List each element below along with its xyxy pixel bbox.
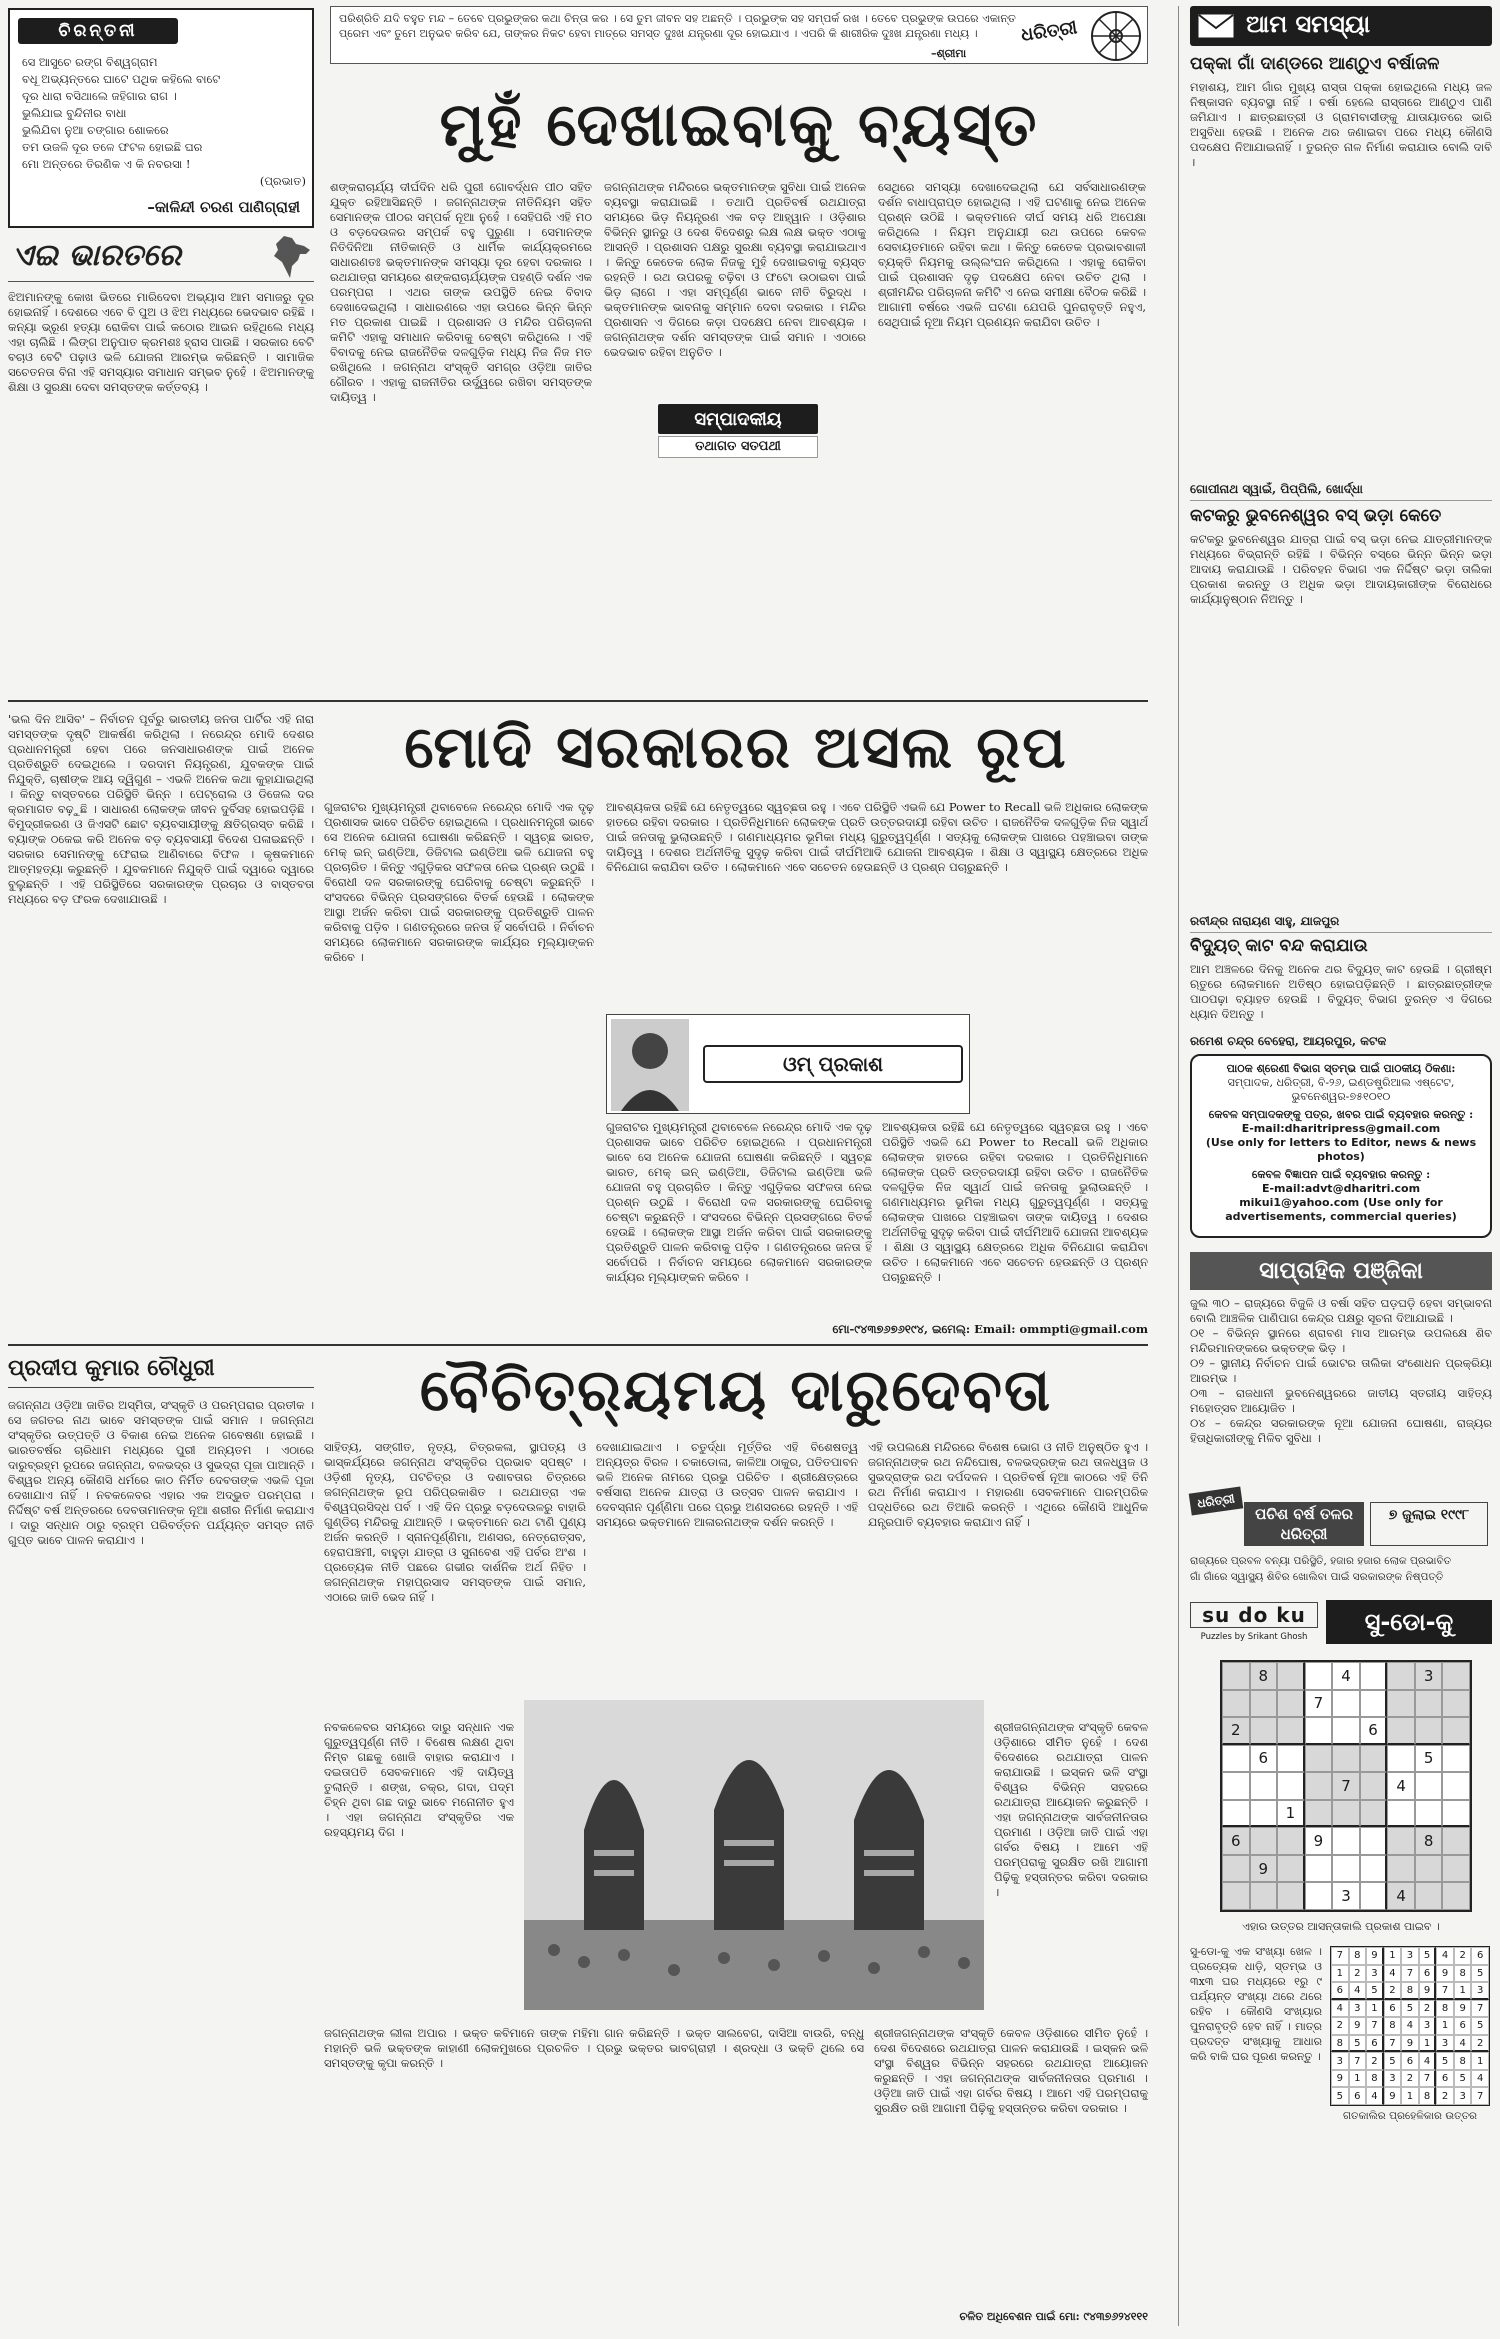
sudoku-cell[interactable] (1277, 1662, 1305, 1690)
quote-box (330, 6, 1148, 64)
letter-title: କଟକରୁ ଭୁବନେଶ୍ୱର ବସ୍ ଭଡ଼ା କେତେ (1190, 506, 1442, 526)
sudoku-cell[interactable] (1387, 1717, 1415, 1745)
sudoku-cell[interactable] (1360, 1745, 1388, 1773)
ads-email: E-mail:advt@dharitri.com (1261, 1182, 1421, 1195)
ratha-photo (524, 1700, 984, 2010)
answer-cell: 6 (1401, 2052, 1419, 2070)
modi-article-col3: ଆବଶ୍ୟକତା ରହିଛି ଯେ ନେତୃତ୍ୱରେ ସ୍ୱଚ୍ଛତା ରହୁ । ଏବେ ପରିସ୍ଥିତି ଏଭଳି ଯେ Power to Recall ଭଳି ଅଧିକାର ଲୋକଙ୍କ ହାତରେ ରହିବା ଦରକାର । ପ୍ରତିନିଧିମାନେ ଲୋକଙ୍କ ପ୍ରତି ଉତ୍ତରଦାୟୀ ରହିବା ଉଚିତ । ରାଜନୈତିକ ଦଳଗୁଡ଼ିକ ନିଜ ସ୍ୱାର୍ଥ ପାଇଁ ଜନତାକୁ ଭୁଲାଉଛନ୍ତି । ଗଣମାଧ୍ୟମର ଭୂମିକା ମଧ୍ୟ ଗୁରୁତ୍ୱପୂର୍ଣ୍ଣ । ସତ୍ୟକୁ ଲୋକଙ୍କ ପାଖରେ ପହଞ୍ଚାଇବା ତାଙ୍କ ଦାୟିତ୍ୱ । ଦେଶର ଅର୍ଥନୀତିକୁ ସୁଦୃଢ଼ କରିବା ପାଇଁ ଦୀର୍ଘମିଆଦି ଯୋଜନା ଆବଶ୍ୟକ । ଶିକ୍ଷା ଓ ସ୍ୱାସ୍ଥ୍ୟ କ୍ଷେତ୍ରରେ ଅଧିକ ବିନିଯୋଗ କରାଯିବା ଉଚିତ । ଲୋକମାନେ ଏବେ ସଚେତନ ହେଉଛନ୍ତି ଓ ପ୍ରଶ୍ନ ପଚାରୁଛନ୍ତି । (606, 800, 1148, 874)
sudoku-cell[interactable] (1305, 1717, 1333, 1745)
sudoku-cell[interactable]: 6 (1360, 1717, 1388, 1745)
answer-cell: 6 (1419, 1965, 1437, 1983)
sudoku-cell[interactable] (1250, 1772, 1278, 1800)
sudoku-cell[interactable] (1387, 1745, 1415, 1773)
editorial-kicker: ସମ୍ପାଦକୀୟ (658, 404, 818, 434)
answer-cell: 3 (1401, 1947, 1419, 1965)
sudoku-header (1190, 1600, 1492, 1650)
sudoku-cell[interactable]: 8 (1250, 1662, 1278, 1690)
twentyfive-date: ୭ ଜୁଲାଇ ୧୯୯୮ (1370, 1502, 1488, 1546)
sudoku-cell[interactable] (1250, 1882, 1278, 1910)
answer-cell: 2 (1471, 2035, 1489, 2053)
contact-address: ସମ୍ପାଦକ, ଧରିତ୍ରୀ, ବି-୨୬, ଇଣ୍ଡଷ୍ଟ୍ରିଆଲ ଏଷ୍ଟେଟ, ଭୁବନେଶ୍ୱର-୭୫୧୦୧୦ (1227, 1076, 1455, 1103)
sudoku-cell[interactable] (1360, 1882, 1388, 1910)
sudoku-cell[interactable] (1332, 1827, 1360, 1855)
weekly-list (1190, 1296, 1492, 1486)
main-article-col1: ଶଙ୍କରାଚାର୍ଯ୍ୟ ଦୀର୍ଘଦିନ ଧରି ପୁରୀ ଗୋବର୍ଦ୍ଧନ ପୀଠ ସହିତ ଯୁକ୍ତ ରହିଆସିଛନ୍ତି । ଜଗନ୍ନାଥଙ୍କ ନୀତିନିୟମ ସହିତ ସେମାନଙ୍କ ପୀଠର ସମ୍ପର୍କ ନୂଆ ନୁହେଁ । ସେହିପରି ଏହି ମଠ ଓ ବଡ଼ଦେଉଳର ସମ୍ପର୍କ ବହୁ ପୁରୁଣା । ସେମାନଙ୍କ ନିତିଦିନିଆ ନୀତିକାନ୍ତି ଓ ଧାର୍ମିକ କାର୍ଯ୍ୟକ୍ରମରେ ସାଧାରଣତଃ ଭକ୍ତମାନଙ୍କ ସମସ୍ୟା ଦୂର ହେବା ଦରକାର । ରଥଯାତ୍ରା ସମୟରେ ଶଙ୍କରାଚାର୍ଯ୍ୟଙ୍କ ପହଣ୍ଡି ଦର୍ଶନ ଏକ ପରମ୍ପରା । ଏଥର ତାଙ୍କ ଉପସ୍ଥିତି ନେଇ ବିବାଦ ଦେଖାଦେଇଥିଲା । ସାଧାରଣରେ ଏହା ଉପରେ ଭିନ୍ନ ଭିନ୍ନ ମତ ପ୍ରକାଶ ପାଇଛି । ପ୍ରଶାସନ ଓ ମନ୍ଦିର ପରିଚାଳନା କମିଟି ଏହାକୁ ସମାଧାନ କରିବାକୁ ଚେଷ୍ଟା କରିଥିଲେ । ଏହି ବିବାଦକୁ ନେଇ ରାଜନୈତିକ ଦଳଗୁଡ଼ିକ ମଧ୍ୟ ନିଜ ନିଜ ମତ ରଖିଥିଲେ । ଜଗନ୍ନାଥ ସଂସ୍କୃତି ସମଗ୍ର ଓଡ଼ିଆ ଜାତିର ଗୌରବ । ଏହାକୁ ରାଜନୀତିର ଉର୍ଦ୍ଧ୍ୱରେ ରଖିବା ସମସ୍ତଙ୍କ ଦାୟିତ୍ୱ । (330, 180, 592, 404)
sudoku-cell[interactable] (1360, 1662, 1388, 1690)
weekly-item: ୦୧ – ବିଭିନ୍ନ ସ୍ଥାନରେ ଶ୍ରାବଣ ମାସ ଆରମ୍ଭ ଉପଲକ୍ଷେ ଶିବ ମନ୍ଦିରମାନଙ୍କରେ ଭକ୍ତଙ୍କ ଭିଡ଼ । (1190, 1326, 1492, 1355)
sudoku-subtitle: Puzzles by Srikant Ghosh (1200, 1632, 1308, 1642)
poem-line: ଭୁଲିଯିବା ନୁଆ ଚଙ୍ଗାର ଶୋକରେ (22, 123, 169, 137)
answer-cell: 8 (1419, 2087, 1437, 2105)
letter-sender: ରବୀନ୍ଦ୍ର ନାରାୟଣ ସାହୁ, ଯାଜପୁର (1190, 914, 1340, 928)
answer-cell: 1 (1331, 1965, 1349, 1983)
main-headline: ମୁହଁ ଦେଖାଇବାକୁ ବ୍ୟସ୍ତ (439, 90, 1039, 160)
sudoku-cell[interactable] (1360, 1690, 1388, 1718)
main-article-col2: ଜଗନ୍ନାଥଙ୍କ ମନ୍ଦିରରେ ଭକ୍ତମାନଙ୍କ ସୁବିଧା ପାଇଁ ଅନେକ ବ୍ୟବସ୍ଥା କରାଯାଇଛି । ତଥାପି ପ୍ରତିବର୍ଷ ରଥଯାତ୍ରା ସମୟରେ ଭିଡ଼ ନିୟନ୍ତ୍ରଣ ଏକ ବଡ଼ ଆହ୍ୱାନ । ଓଡ଼ିଶାର ବିଭିନ୍ନ ସ୍ଥାନରୁ ଓ ଦେଶ ବିଦେଶରୁ ଲକ୍ଷ ଲକ୍ଷ ଭକ୍ତ ଏଠାକୁ ଆସନ୍ତି । ପ୍ରଶାସନ ପକ୍ଷରୁ ସୁରକ୍ଷା ବ୍ୟବସ୍ଥା କରାଯାଇଥାଏ । କିନ୍ତୁ କେତେକ ଲୋକ ନିଜକୁ ମୁହଁ ଦେଖାଇବାକୁ ବ୍ୟସ୍ତ ରହନ୍ତି । ରଥ ଉପରକୁ ଚଢ଼ିବା ଓ ଫଟୋ ଉଠାଇବା ପାଇଁ ଭିଡ଼ ଲାଗେ । ଏହା ସମ୍ପୂର୍ଣ୍ଣ ଭାବେ ନୀତି ବିରୁଦ୍ଧ । ଭକ୍ତମାନଙ୍କ ଭାବନାକୁ ସମ୍ମାନ ଦେବା ଦରକାର । ମନ୍ଦିର ପ୍ରଶାସନ ଏ ଦିଗରେ କଡ଼ା ପଦକ୍ଷେପ ନେବା ଆବଶ୍ୟକ । ଜଗନ୍ନାଥଙ୍କ ଦର୍ଶନ ସମସ୍ତଙ୍କ ପାଇଁ ସମାନ । ଏଠାରେ ଭେଦଭାବ ରହିବା ଅନୁଚିତ । (604, 180, 866, 359)
sudoku-cell[interactable] (1360, 1855, 1388, 1883)
sudoku-cell[interactable] (1442, 1882, 1470, 1910)
answer-cell: 9 (1366, 1947, 1384, 1965)
answer-cell: 6 (1471, 1947, 1489, 1965)
answer-cell: 7 (1384, 2035, 1402, 2053)
twentyfive-item: ଗାଁ ଗାଁରେ ସ୍ୱାସ୍ଥ୍ୟ ଶିବିର ଖୋଲିବା ପାଇଁ ସରକାରଙ୍କ ନିଷ୍ପତ୍ତି (1190, 1571, 1444, 1583)
twentyfive-tag: ଧରିତ୍ରୀ (1189, 1486, 1244, 1515)
sudoku-cell[interactable] (1277, 1772, 1305, 1800)
sudoku-cell[interactable] (1250, 1717, 1278, 1745)
weekly-header: ସାପ୍ତାହିକ ପଞ୍ଜିକା (1190, 1252, 1492, 1290)
sudoku-cell[interactable] (1277, 1690, 1305, 1718)
letter-title: ବିଦ୍ୟୁତ୍ କାଟ ବନ୍ଦ କରାଯାଉ (1190, 936, 1368, 956)
answer-cell: 1 (1384, 1947, 1402, 1965)
answer-cell: 3 (1454, 2087, 1472, 2105)
answer-cell: 4 (1401, 2017, 1419, 2035)
sudoku-cell[interactable] (1305, 1745, 1333, 1773)
sudoku-rules: ସୁ-ଡୋ-କୁ ଏକ ସଂଖ୍ୟା ଖେଳ । ପ୍ରତ୍ୟେକ ଧାଡ଼ି, ସ୍ତମ୍ଭ ଓ ୩x୩ ଘର ମଧ୍ୟରେ ୧ରୁ ୯ ପର୍ଯ୍ୟନ୍ତ ସଂଖ୍ୟା ଥରେ ଥରେ ରହିବ । କୌଣସି ସଂଖ୍ୟାର ପୁନରାବୃତ୍ତି ହେବ ନାହିଁ । ମାତ୍ର ପ୍ରଦତ୍ତ ସଂଖ୍ୟାକୁ ଆଧାର କରି ବାକି ଘର ପୂରଣ କରନ୍ତୁ । (1190, 1945, 1322, 2063)
sudoku-cell[interactable]: 2 (1222, 1717, 1250, 1745)
sudoku-cell[interactable] (1222, 1745, 1250, 1773)
answer-cell: 1 (1419, 2035, 1437, 2053)
answer-cell: 7 (1436, 1982, 1454, 2000)
answer-cell: 2 (1401, 2070, 1419, 2088)
twentyfive-item: ରାଜ୍ୟରେ ପ୍ରବଳ ବନ୍ୟା ପରିସ୍ଥିତି, ହଜାର ହଜାର ଲୋକ ପ୍ରଭାବିତ (1190, 1555, 1452, 1567)
lower-article-col7: ଶ୍ରୀଜଗନ୍ନାଥଙ୍କ ସଂସ୍କୃତି କେବଳ ଓଡ଼ିଶାରେ ସୀମିତ ନୁହେଁ । ଦେଶ ବିଦେଶରେ ରଥଯାତ୍ରା ପାଳନ କରାଯାଉଛି । ଇସ୍କନ ଭଳି ସଂସ୍ଥା ବିଶ୍ୱର ବିଭିନ୍ନ ସହରରେ ରଥଯାତ୍ରା ଆୟୋଜନ କରୁଛନ୍ତି । ଏହା ଜଗନ୍ନାଥଙ୍କ ସାର୍ବଜନୀନତାର ପ୍ରମାଣ । ଓଡ଼ିଆ ଜାତି ପାଇଁ ଏହା ଗର୍ବର ବିଷୟ । ଆମେ ଏହି ପରମ୍ପରାକୁ ସୁରକ୍ଷିତ ରଖି ଆଗାମୀ ପିଢ଼ିକୁ ହସ୍ତାନ୍ତର କରିବା ଦରକାର । (874, 2026, 1148, 2115)
quote-source: –ଶ୍ରୀମା (931, 47, 967, 60)
answer-cell: 2 (1384, 1982, 1402, 2000)
dharma-wheel-icon (1089, 9, 1143, 63)
sudoku-cell[interactable]: 3 (1415, 1662, 1443, 1690)
sudoku-cell[interactable] (1387, 1800, 1415, 1828)
poem-line: ତମ ଉଜଳି ଦୂର ତଳେ ଫଟଳ ହୋଇଛି ଘର (22, 140, 203, 154)
sudoku-cell[interactable] (1222, 1662, 1250, 1690)
poem-line: ସେ ଆସୁଚେ ରଙ୍ଗ ବିଶ୍ୱଗ୍ରାମ (22, 55, 158, 69)
editorial-byline: ତଥାଗତ ସତପଥୀ (658, 436, 818, 458)
answer-cell: 7 (1401, 1965, 1419, 1983)
answer-cell: 1 (1366, 2000, 1384, 2018)
answer-cell: 9 (1331, 2070, 1349, 2088)
modi-article-col2: ଗୁଜରାଟର ମୁଖ୍ୟମନ୍ତ୍ରୀ ଥିବାବେଳେ ନରେନ୍ଦ୍ର ମୋଦି ଏକ ଦୃଢ଼ ପ୍ରଶାସକ ଭାବେ ପରିଚିତ ହୋଇଥିଲେ । ପ୍ରଧାନମନ୍ତ୍ରୀ ଭାବେ ସେ ଅନେକ ଯୋଜନା ଘୋଷଣା କରିଛନ୍ତି । ସ୍ୱଚ୍ଛ ଭାରତ, ମେକ୍ ଇନ୍ ଇଣ୍ଡିଆ, ଡିଜିଟାଲ ଇଣ୍ଡିଆ ଭଳି ଯୋଜନା ବହୁ ପ୍ରଚାରିତ । କିନ୍ତୁ ଏଗୁଡ଼ିକର ସଫଳତା ନେଇ ପ୍ରଶ୍ନ ଉଠୁଛି । ବିରୋଧୀ ଦଳ ସରକାରଙ୍କୁ ଘେରିବାକୁ ଚେଷ୍ଟା କରୁଛନ୍ତି । ସଂସଦରେ ବିଭିନ୍ନ ପ୍ରସଙ୍ଗରେ ବିତର୍କ ହେଉଛି । ଲୋକଙ୍କ ଆସ୍ଥା ଅର୍ଜନ କରିବା ପାଇଁ ସରକାରଙ୍କୁ ପ୍ରତିଶ୍ରୁତି ପାଳନ କରିବାକୁ ପଡ଼ିବ । ଗଣତନ୍ତ୍ରରେ ଜନତା ହିଁ ସର୍ବୋପରି । ନିର୍ବାଚନ ସମୟରେ ଲୋକମାନେ ସରକାରଙ୍କ କାର୍ଯ୍ୟର ମୂଲ୍ୟାଙ୍କନ କରିବେ । (324, 800, 594, 964)
answer-cell: 4 (1419, 2052, 1437, 2070)
sudoku-cell[interactable] (1415, 1772, 1443, 1800)
editor-note: (Use only for letters to Editor, news & news photos) (1205, 1136, 1477, 1163)
lower-article-col1: ଜଗନ୍ନାଥ ଓଡ଼ିଆ ଜାତିର ଅସ୍ମିତା, ସଂସ୍କୃତି ଓ ପରମ୍ପରାର ପ୍ରତୀକ । ସେ ଜଗତର ନାଥ ଭାବେ ସମସ୍ତଙ୍କ ପାଇଁ ସମାନ । ଜଗନ୍ନାଥ ସଂସ୍କୃତିର ଉତ୍ପତ୍ତି ଓ ବିକାଶ ନେଇ ଅନେକ ଗବେଷଣା ହୋଇଛି । ଭାରତବର୍ଷର ଚାରିଧାମ ମଧ୍ୟରେ ପୁରୀ ଅନ୍ୟତମ । ଏଠାରେ ଦାରୁବ୍ରହ୍ମ ରୂପରେ ଜଗନ୍ନାଥ, ବଳଭଦ୍ର ଓ ସୁଭଦ୍ରା ପୂଜା ପାଆନ୍ତି । ବିଶ୍ୱର ଅନ୍ୟ କୌଣସି ଧର୍ମରେ କାଠ ନିର୍ମିତ ଦେବତାଙ୍କ ଏଭଳି ପୂଜା ଦେଖାଯାଏ ନାହିଁ । ନବକଳେବର ଏହାର ଏକ ଅଦ୍ଭୁତ ପରମ୍ପରା । ନିର୍ଦ୍ଦିଷ୍ଟ ବର୍ଷ ଅନ୍ତରରେ ଦେବତାମାନଙ୍କ ନୂଆ ଶରୀର ନିର୍ମାଣ କରାଯାଏ । ଦାରୁ ସନ୍ଧାନ ଠାରୁ ବ୍ରହ୍ମ ପରିବର୍ତ୍ତନ ପର୍ଯ୍ୟନ୍ତ ସମସ୍ତ ନୀତି ଗୁପ୍ତ ଭାବେ ପାଳନ କରାଯାଏ । (8, 1398, 314, 1547)
india-watch-title: ଏଇ ଭାରତରେ (12, 238, 181, 273)
sudoku-title: ସୁ-ଡୋ-କୁ (1326, 1600, 1492, 1644)
sudoku-cell[interactable] (1415, 1882, 1443, 1910)
answer-cell: 2 (1454, 1947, 1472, 1965)
sudoku-cell[interactable] (1277, 1827, 1305, 1855)
ads-label: କେବଳ ବିଜ୍ଞାପନ ପାଇଁ ବ୍ୟବହାର କରନ୍ତୁ : (1251, 1168, 1431, 1181)
answer-cell: 2 (1366, 2052, 1384, 2070)
contact-intro: ପାଠକ ଶ୍ରେଣୀ ବିଭାଗ ସ୍ତମ୍ଭ ପାଇଁ ପାଠକୀୟ ଠିକଣା: (1226, 1062, 1456, 1075)
answer-cell: 1 (1349, 2070, 1367, 2088)
sudoku-cell[interactable] (1222, 1690, 1250, 1718)
answer-cell: 5 (1419, 1947, 1437, 1965)
answer-cell: 6 (1384, 2000, 1402, 2018)
answer-cell: 5 (1436, 2052, 1454, 2070)
contact-box (1190, 1054, 1492, 1238)
answer-cell: 8 (1454, 1965, 1472, 1983)
answer-cell: 1 (1401, 2087, 1419, 2105)
answer-cell: 7 (1419, 2070, 1437, 2088)
sudoku-cell[interactable] (1387, 1690, 1415, 1718)
letters-section-title: ଆମ ସମସ୍ୟା (1246, 10, 1371, 38)
sudoku-cell[interactable] (1305, 1855, 1333, 1883)
india-watch-header (8, 232, 314, 282)
sudoku-cell[interactable]: 5 (1415, 1745, 1443, 1773)
sudoku-cell[interactable] (1277, 1855, 1305, 1883)
sudoku-cell[interactable] (1332, 1690, 1360, 1718)
sudoku-cell[interactable]: 7 (1332, 1772, 1360, 1800)
divider (8, 700, 1148, 702)
answer-cell: 5 (1384, 2052, 1402, 2070)
answer-cell: 5 (1471, 1965, 1489, 1983)
sudoku-cell[interactable] (1415, 1690, 1443, 1718)
editor-email: E-mail:dharitripress@gmail.com (1241, 1122, 1441, 1135)
answer-cell: 7 (1349, 2052, 1367, 2070)
sudoku-cell[interactable] (1305, 1772, 1333, 1800)
answer-cell: 5 (1454, 2070, 1472, 2088)
answer-cell: 8 (1436, 2000, 1454, 2018)
answer-cell: 9 (1454, 2000, 1472, 2018)
sudoku-cell[interactable] (1250, 1690, 1278, 1718)
lower-contact: ଚଳିତ ଅଧିବେଶନ ପାଇଁ ମୋ: ୯୪୩୭୬୨୪୧୧୧ (959, 2310, 1148, 2323)
answer-cell: 2 (1419, 2000, 1437, 2018)
weekly-item: ଜୁଲ ୩୦ – ରାଜ୍ୟରେ ବିଜୁଳି ଓ ବର୍ଷା ସହିତ ଘଡ଼ଘଡ଼ି ହେବା ସମ୍ଭାବନା ବୋଲି ଆଞ୍ଚଳିକ ପାଣିପାଗ କେନ୍ଦ୍ର ପକ୍ଷରୁ ସୂଚନା ଦିଆଯାଇଛି । (1190, 1296, 1492, 1325)
answer-cell: 5 (1349, 2035, 1367, 2053)
answer-cell: 3 (1349, 2000, 1367, 2018)
divider (8, 1344, 1148, 1346)
answer-cell: 4 (1331, 2000, 1349, 2018)
answer-cell: 2 (1349, 1965, 1367, 1983)
lower-article-col5: ଶ୍ରୀଜଗନ୍ନାଥଙ୍କ ସଂସ୍କୃତି କେବଳ ଓଡ଼ିଶାରେ ସୀମିତ ନୁହେଁ । ଦେଶ ବିଦେଶରେ ରଥଯାତ୍ରା ପାଳନ କରାଯାଉଛି । ଇସ୍କନ ଭଳି ସଂସ୍ଥା ବିଶ୍ୱର ବିଭିନ୍ନ ସହରରେ ରଥଯାତ୍ରା ଆୟୋଜନ କରୁଛନ୍ତି । ଏହା ଜଗନ୍ନାଥଙ୍କ ସାର୍ବଜନୀନତାର ପ୍ରମାଣ । ଓଡ଼ିଆ ଜାତି ପାଇଁ ଏହା ଗର୍ବର ବିଷୟ । ଆମେ ଏହି ପରମ୍ପରାକୁ ସୁରକ୍ଷିତ ରଖି ଆଗାମୀ ପିଢ଼ିକୁ ହସ୍ତାନ୍ତର କରିବା ଦରକାର । (994, 1720, 1148, 1899)
sudoku-cell[interactable] (1250, 1827, 1278, 1855)
sudoku-cell[interactable]: 1 (1277, 1800, 1305, 1828)
answer-cell: 9 (1419, 1982, 1437, 2000)
answer-cell: 3 (1366, 1965, 1384, 1983)
sudoku-answer-caption: ଗତକାଲିର ପ୍ରହେଳିକାର ଉତ୍ତର (1342, 2110, 1478, 2122)
answer-cell: 7 (1471, 2000, 1489, 2018)
lower-headline: ବୈଚିତ୍ର୍ୟମୟ ଦାରୁଦେବତା (419, 1356, 1053, 1424)
twentyfive-box (1190, 1490, 1492, 1588)
poem-title-band: ଚିରନ୍ତନୀ (18, 18, 178, 44)
sudoku-cell[interactable] (1387, 1827, 1415, 1855)
sudoku-cell[interactable]: 6 (1222, 1827, 1250, 1855)
answer-cell: 9 (1401, 2035, 1419, 2053)
author-box (606, 1014, 970, 1114)
answer-cell: 5 (1366, 1982, 1384, 2000)
lower-article-col4: ନବକଳେବର ସମୟରେ ଦାରୁ ସନ୍ଧାନ ଏକ ଗୁରୁତ୍ୱପୂର୍ଣ୍ଣ ନୀତି । ବିଶେଷ ଲକ୍ଷଣ ଥିବା ନିମ୍ବ ଗଛକୁ ଖୋଜି ବାହାର କରାଯାଏ । ଦଇତାପତି ସେବକମାନେ ଏହି ଦାୟିତ୍ୱ ତୁଲାନ୍ତି । ଶଙ୍ଖ, ଚକ୍ର, ଗଦା, ପଦ୍ମ ଚିହ୍ନ ଥିବା ଗଛ ଦାରୁ ଭାବେ ମନୋନୀତ ହୁଏ । ଏହା ଜଗନ୍ନାଥ ସଂସ୍କୃତିର ଏକ ରହସ୍ୟମୟ ଦିଗ । (324, 1720, 514, 1839)
sudoku-cell[interactable] (1332, 1745, 1360, 1773)
lower-author: ପ୍ରଦୀପ କୁମାର ଚୌଧୁରୀ (8, 1356, 314, 1388)
sudoku-cell[interactable] (1332, 1855, 1360, 1883)
sudoku-cell[interactable] (1442, 1772, 1470, 1800)
sudoku-cell[interactable] (1332, 1800, 1360, 1828)
sudoku-cell[interactable]: 8 (1415, 1827, 1443, 1855)
answer-cell: 5 (1471, 2017, 1489, 2035)
answer-cell: 7 (1366, 2017, 1384, 2035)
answer-cell: 7 (1331, 1947, 1349, 1965)
sudoku-cell[interactable] (1305, 1882, 1333, 1910)
poem-line: ଭୁଲିଯାଇ ବୁନ୍ଦିନୀର ବାଧା (22, 106, 127, 120)
sudoku-cell[interactable] (1442, 1690, 1470, 1718)
divider (1190, 932, 1492, 933)
poem-author: –କାଳିନ୍ଦୀ ଚରଣ ପାଣିଗ୍ରାହୀ (147, 198, 300, 216)
india-watch-text: ଝିଅମାନଙ୍କୁ କୋଖ ଭିତରେ ମାରିଦେବା ଅଭ୍ୟାସ ଆମ ସମାଜରୁ ଦୂର ହୋଇନାହିଁ । ଦେଶରେ ଏବେ ବି ପୁଅ ଓ ଝିଅ ମଧ୍ୟରେ ଭେଦଭାବ ରହିଛି । କନ୍ୟା ଭ୍ରୂଣ ହତ୍ୟା ରୋକିବା ପାଇଁ କଠୋର ଆଇନ ରହିଥିଲେ ମଧ୍ୟ ଏହା ଚାଲିଛି । ଲିଙ୍ଗ ଅନୁପାତ କ୍ରମଶଃ ହ୍ରାସ ପାଉଛି । ସରକାର ବେଟି ବଚାଓ ବେଟି ପଢ଼ାଓ ଭଳି ଯୋଜନା ଆରମ୍ଭ କରିଛନ୍ତି । ସାମାଜିକ ସଚେତନତା ବିନା ଏହି ସମସ୍ୟାର ସମାଧାନ ସମ୍ଭବ ନୁହେଁ । ଝିଅମାନଙ୍କୁ ଶିକ୍ଷା ଓ ସୁରକ୍ଷା ଦେବା ସମସ୍ତଙ୍କ କର୍ତ୍ତବ୍ୟ । (8, 290, 314, 394)
answer-cell: 9 (1436, 1965, 1454, 1983)
sudoku-cell[interactable] (1360, 1772, 1388, 1800)
sudoku-cell[interactable]: 9 (1305, 1827, 1333, 1855)
letter-text: ଆମ ଅଞ୍ଚଳରେ ଦିନକୁ ଅନେକ ଥର ବିଦ୍ୟୁତ୍ କାଟ ହେଉଛି । ଗ୍ରୀଷ୍ମ ଋତୁରେ ଲୋକମାନେ ଅତିଷ୍ଠ ହୋଇପଡ଼ିଛନ୍ତି । ଛାତ୍ରଛାତ୍ରୀଙ୍କ ପାଠପଢ଼ା ବ୍ୟାହତ ହେଉଛି । ବିଦ୍ୟୁତ୍ ବିଭାଗ ତୁରନ୍ତ ଏ ଦିଗରେ ଧ୍ୟାନ ଦିଅନ୍ତୁ । (1190, 962, 1492, 1021)
answer-cell: 8 (1384, 2017, 1402, 2035)
modi-article-col1: 'ଭଲ ଦିନ ଆସିବ' – ନିର୍ବାଚନ ପୂର୍ବରୁ ଭାରତୀୟ ଜନତା ପାର୍ଟିର ଏହି ନାରା ସମସ୍ତଙ୍କ ଦୃଷ୍ଟି ଆକର୍ଷଣ କରିଥିଲା । ନରେନ୍ଦ୍ର ମୋଦି ଦେଶର ପ୍ରଧାନମନ୍ତ୍ରୀ ହେବା ପରେ ଜନସାଧାରଣଙ୍କ ପାଇଁ ଅନେକ ପ୍ରତିଶ୍ରୁତି ଦେଇଥିଲେ । ଦରଦାମ ନିୟନ୍ତ୍ରଣ, ଯୁବକଙ୍କ ପାଇଁ ନିଯୁକ୍ତି, ଚାଷୀଙ୍କ ଆୟ ଦ୍ୱିଗୁଣ – ଏଭଳି ଅନେକ କଥା କୁହାଯାଇଥିଲା । କିନ୍ତୁ ବାସ୍ତବରେ ପରିସ୍ଥିତି ଭିନ୍ନ । ପେଟ୍ରୋଲ ଓ ଡିଜେଲ ଦର କ୍ରମାଗତ ବଢ଼ୁଛି । ସାଧାରଣ ଲୋକଙ୍କ ଜୀବନ ଦୁର୍ବିସହ ହୋଇପଡ଼ିଛି । ବିମୁଦ୍ରୀକରଣ ଓ ଜିଏସଟି ଛୋଟ ବ୍ୟବସାୟୀଙ୍କୁ କ୍ଷତିଗ୍ରସ୍ତ କରିଛି । ବ୍ୟାଙ୍କ ଠକେଇ କରି ଅନେକ ବଡ଼ ବ୍ୟବସାୟୀ ବିଦେଶ ପଳାଇଛନ୍ତି । ସରକାର ସେମାନଙ୍କୁ ଫେରାଇ ଆଣିବାରେ ବିଫଳ । କୃଷକମାନେ ଆତ୍ମହତ୍ୟା କରୁଛନ୍ତି । ଯୁବକମାନେ ନିଯୁକ୍ତି ପାଇଁ ଦ୍ୱାରେ ଦ୍ୱାରେ ବୁଲୁଛନ୍ତି । ଏହି ପରିସ୍ଥିତିରେ ସରକାରଙ୍କ ପ୍ରଚାର ଓ ବାସ୍ତବତା ମଧ୍ୟରେ ବଡ଼ ଫରକ ଦେଖାଯାଉଛି । (8, 712, 314, 906)
modi-contact: ମୋ-୯୪୩୭୬୭୬୧୯୪, ଇମେଲ୍: Email: ommpti@gmail.com (832, 1322, 1148, 1336)
sudoku-cell[interactable]: 4 (1387, 1882, 1415, 1910)
sudoku-cell[interactable] (1442, 1827, 1470, 1855)
answer-cell: 6 (1331, 1982, 1349, 2000)
sudoku-cell[interactable]: 4 (1387, 1772, 1415, 1800)
divider (1190, 500, 1492, 501)
sudoku-caption: ଏହାର ଉତ୍ତର ଆସନ୍ତାକାଲି ପ୍ରକାଶ ପାଇବ । (1242, 1920, 1440, 1933)
sudoku-cell[interactable] (1387, 1662, 1415, 1690)
sudoku-cell[interactable] (1305, 1800, 1333, 1828)
answer-cell: 6 (1454, 2017, 1472, 2035)
answer-cell: 4 (1384, 1965, 1402, 1983)
sudoku-cell[interactable] (1442, 1855, 1470, 1883)
modi-article-col5: ଆବଶ୍ୟକତା ରହିଛି ଯେ ନେତୃତ୍ୱରେ ସ୍ୱଚ୍ଛତା ରହୁ । ଏବେ ପରିସ୍ଥିତି ଏଭଳି ଯେ Power to Recall ଭଳି ଅଧିକାର ଲୋକଙ୍କ ହାତରେ ରହିବା ଦରକାର । ପ୍ରତିନିଧିମାନେ ଲୋକଙ୍କ ପ୍ରତି ଉତ୍ତରଦାୟୀ ରହିବା ଉଚିତ । ରାଜନୈତିକ ଦଳଗୁଡ଼ିକ ନିଜ ସ୍ୱାର୍ଥ ପାଇଁ ଜନତାକୁ ଭୁଲାଉଛନ୍ତି । ଗଣମାଧ୍ୟମର ଭୂମିକା ମଧ୍ୟ ଗୁରୁତ୍ୱପୂର୍ଣ୍ଣ । ସତ୍ୟକୁ ଲୋକଙ୍କ ପାଖରେ ପହଞ୍ଚାଇବା ତାଙ୍କ ଦାୟିତ୍ୱ । ଦେଶର ଅର୍ଥନୀତିକୁ ସୁଦୃଢ଼ କରିବା ପାଇଁ ଦୀର୍ଘମିଆଦି ଯୋଜନା ଆବଶ୍ୟକ । ଶିକ୍ଷା ଓ ସ୍ୱାସ୍ଥ୍ୟ କ୍ଷେତ୍ରରେ ଅଧିକ ବିନିଯୋଗ କରାଯିବା ଉଚିତ । ଲୋକମାନେ ଏବେ ସଚେତନ ହେଉଛନ୍ତି ଓ ପ୍ରଶ୍ନ ପଚାରୁଛନ୍ତି । (882, 1120, 1148, 1284)
sudoku-grid (1220, 1660, 1472, 1912)
answer-cell: 8 (1454, 2052, 1472, 2070)
sudoku-cell[interactable] (1277, 1717, 1305, 1745)
answer-cell: 8 (1349, 1947, 1367, 1965)
answer-cells (1331, 1947, 1489, 2105)
answer-cell: 7 (1471, 2087, 1489, 2105)
answer-cell: 1 (1454, 1982, 1472, 2000)
answer-cell: 1 (1436, 2017, 1454, 2035)
sudoku-cell[interactable] (1442, 1800, 1470, 1828)
twentyfive-title: ପଚିଶ ବର୍ଷ ତଳର ଧରିତ୍ରୀ (1244, 1502, 1364, 1546)
sudoku-cells (1222, 1662, 1470, 1910)
lower-article-col3b: ଏହି ଉପଲକ୍ଷେ ମନ୍ଦିରରେ ବିଶେଷ ଭୋଗ ଓ ନୀତି ଅନୁଷ୍ଠିତ ହୁଏ । ଜଗନ୍ନାଥଙ୍କ ରଥ ନନ୍ଦିଘୋଷ, ବଳଭଦ୍ରଙ୍କ ରଥ ତାଳଧ୍ୱଜ ଓ ସୁଭଦ୍ରାଙ୍କ ରଥ ଦର୍ପଦଳନ । ପ୍ରତିବର୍ଷ ନୂଆ କାଠରେ ଏହି ତିନି ରଥ ନିର୍ମାଣ କରାଯାଏ । ମହାରଣା ସେବକମାନେ ପାରମ୍ପରିକ ପଦ୍ଧତିରେ ରଥ ତିଆରି କରନ୍ତି । ଏଥିରେ କୌଣସି ଆଧୁନିକ ଯନ୍ତ୍ରପାତି ବ୍ୟବହାର କରାଯାଏ ନାହିଁ । (868, 1440, 1148, 1529)
answer-cell: 6 (1366, 2035, 1384, 2053)
answer-cell: 4 (1436, 1947, 1454, 1965)
india-map-icon (270, 234, 312, 280)
sudoku-cell[interactable]: 9 (1250, 1855, 1278, 1883)
envelope-icon (1198, 14, 1234, 38)
answer-cell: 6 (1436, 2070, 1454, 2088)
sudoku-cell[interactable] (1250, 1800, 1278, 1828)
sudoku-cell[interactable] (1387, 1855, 1415, 1883)
answer-cell: 4 (1366, 2087, 1384, 2105)
answer-cell: 5 (1401, 2000, 1419, 2018)
author-name: ଓମ୍ ପ୍ରକାଶ (703, 1045, 963, 1083)
weekly-item: ୦୩ – ରାଜଧାନୀ ଭୁବନେଶ୍ୱରରେ ଜାତୀୟ ସ୍ତରୀୟ ସାହିତ୍ୟ ମହୋତ୍ସବ ଆୟୋଜିତ । (1190, 1386, 1492, 1415)
weekly-item: ୦୨ – ସ୍ଥାନୀୟ ନିର୍ବାଚନ ପାଇଁ ଭୋଟର ତାଲିକା ସଂଶୋଧନ ପ୍ରକ୍ରିୟା ଆରମ୍ଭ । (1190, 1356, 1492, 1385)
sudoku-cell[interactable] (1222, 1855, 1250, 1883)
letter-text: ମହାଶୟ, ଆମ ଗାଁର ମୁଖ୍ୟ ରାସ୍ତା ପକ୍କା ହୋଇଥିଲେ ମଧ୍ୟ ଜଳ ନିଷ୍କାସନ ବ୍ୟବସ୍ଥା ନାହିଁ । ବର୍ଷା ହେଲେ ରାସ୍ତାରେ ଆଣ୍ଠୁଏ ପାଣି ଜମିଯାଏ । ଛାତ୍ରଛାତ୍ରୀ ଓ ଗ୍ରାମବାସୀଙ୍କୁ ଯାତାୟାତରେ ଭାରି ଅସୁବିଧା ହେଉଛି । ଅନେକ ଥର ଜଣାଇବା ପରେ ମଧ୍ୟ କୌଣସି ପଦକ୍ଷେପ ନିଆଯାଇନାହିଁ । ତୁରନ୍ତ ନାଳ ନିର୍ମାଣ କରାଯାଉ ବୋଲି ଦାବି । (1190, 80, 1492, 169)
poem-line: ବଧୂ ଅଭ୍ୟନ୍ତରେ ଘାଟେ ପଥିକ କହିଲେ ବାଟେ (22, 72, 221, 86)
masthead-logo: ଧରିତ୍ରୀ (1019, 17, 1079, 46)
sudoku-cell[interactable] (1305, 1662, 1333, 1690)
poem-line: ମୋ ଅନ୍ତରେ ତିରଣିକ ଏ କି ନବରସା ! (22, 157, 191, 171)
letters-header (1190, 6, 1492, 46)
lower-article-col2: ସାହିତ୍ୟ, ସଙ୍ଗୀତ, ନୃତ୍ୟ, ଚିତ୍ରକଳା, ସ୍ଥାପତ୍ୟ ଓ ଭାସ୍କର୍ଯ୍ୟରେ ଜଗନ୍ନାଥ ସଂସ୍କୃତିର ପ୍ରଭାବ ସ୍ପଷ୍ଟ । ଓଡ଼ିଶୀ ନୃତ୍ୟ, ପଟଚିତ୍ର ଓ ଦଶାବତାର ଚିତ୍ରରେ ଜଗନ୍ନାଥଙ୍କ ରୂପ ପରିପ୍ରକାଶିତ । ରଥଯାତ୍ରା ଏକ ବିଶ୍ୱପ୍ରସିଦ୍ଧ ପର୍ବ । ଏହି ଦିନ ପ୍ରଭୁ ବଡ଼ଦେଉଳରୁ ବାହାରି ଗୁଣ୍ଡିଚା ମନ୍ଦିରକୁ ଯାଆନ୍ତି । ଭକ୍ତମାନେ ରଥ ଟାଣି ପୁଣ୍ୟ ଅର୍ଜନ କରନ୍ତି । ସ୍ନାନପୂର୍ଣ୍ଣିମା, ଅଣସର, ନେତ୍ରୋତ୍ସବ, ହେରାପଞ୍ଚମୀ, ବାହୁଡ଼ା ଯାତ୍ରା ଓ ସୁନାବେଶ ଏହି ପର୍ବର ଅଂଶ । ପ୍ରତ୍ୟେକ ନୀତି ପଛରେ ଗଭୀର ଦାର୍ଶନିକ ଅର୍ଥ ନିହିତ । ଜଗନ୍ନାଥଙ୍କ ମହାପ୍ରସାଦ ସମସ୍ତଙ୍କ ପାଇଁ ସମାନ, ଏଠାରେ ଜାତି ଭେଦ ନାହିଁ । (324, 1440, 586, 1604)
sudoku-cell[interactable] (1442, 1717, 1470, 1745)
sudoku-cell[interactable] (1332, 1717, 1360, 1745)
sudoku-cell[interactable] (1442, 1662, 1470, 1690)
sudoku-cell[interactable]: 6 (1250, 1745, 1278, 1773)
poem-line: (ପ୍ରଭାତ) (259, 174, 306, 188)
sudoku-cell[interactable] (1222, 1800, 1250, 1828)
answer-cell: 9 (1349, 2017, 1367, 2035)
answer-cell: 6 (1349, 2087, 1367, 2105)
poem-line: ଦୂର ଧାରା ବସିଥାଲେ ଜହିଗାର ରାଗ । (22, 89, 177, 103)
answer-cell: 8 (1401, 1982, 1419, 2000)
modi-article-col4: ଗୁଜରାଟର ମୁଖ୍ୟମନ୍ତ୍ରୀ ଥିବାବେଳେ ନରେନ୍ଦ୍ର ମୋଦି ଏକ ଦୃଢ଼ ପ୍ରଶାସକ ଭାବେ ପରିଚିତ ହୋଇଥିଲେ । ପ୍ରଧାନମନ୍ତ୍ରୀ ଭାବେ ସେ ଅନେକ ଯୋଜନା ଘୋଷଣା କରିଛନ୍ତି । ସ୍ୱଚ୍ଛ ଭାରତ, ମେକ୍ ଇନ୍ ଇଣ୍ଡିଆ, ଡିଜିଟାଲ ଇଣ୍ଡିଆ ଭଳି ଯୋଜନା ବହୁ ପ୍ରଚାରିତ । କିନ୍ତୁ ଏଗୁଡ଼ିକର ସଫଳତା ନେଇ ପ୍ରଶ୍ନ ଉଠୁଛି । ବିରୋଧୀ ଦଳ ସରକାରଙ୍କୁ ଘେରିବାକୁ ଚେଷ୍ଟା କରୁଛନ୍ତି । ସଂସଦରେ ବିଭିନ୍ନ ପ୍ରସଙ୍ଗରେ ବିତର୍କ ହେଉଛି । ଲୋକଙ୍କ ଆସ୍ଥା ଅର୍ଜନ କରିବା ପାଇଁ ସରକାରଙ୍କୁ ପ୍ରତିଶ୍ରୁତି ପାଳନ କରିବାକୁ ପଡ଼ିବ । ଗଣତନ୍ତ୍ରରେ ଜନତା ହିଁ ସର୍ବୋପରି । ନିର୍ବାଚନ ସମୟରେ ଲୋକମାନେ ସରକାରଙ୍କ କାର୍ଯ୍ୟର ମୂଲ୍ୟାଙ୍କନ କରିବେ । (606, 1120, 872, 1284)
lower-article-col3: ଦେଖାଯାଇଥାଏ । ଚତୁର୍ଦ୍ଧା ମୂର୍ତ୍ତିର ଏହି ବିଶେଷତ୍ୱ ଅନ୍ୟତ୍ର ବିରଳ । ଚକାଡୋଳା, କାଳିଆ ଠାକୁର, ପତିତପାବନ ଭଳି ଅନେକ ନାମରେ ପ୍ରଭୁ ପରିଚିତ । ଶ୍ରୀକ୍ଷେତ୍ରରେ ବର୍ଷସାରା ଅନେକ ଯାତ୍ରା ଓ ଉତ୍ସବ ପାଳନ କରାଯାଏ । ଦେବସ୍ନାନ ପୂର୍ଣ୍ଣିମା ପରେ ପ୍ରଭୁ ଅଣସରରେ ରହନ୍ତି । ଏହି ସମୟରେ ଭକ୍ତମାନେ ଆଳାରନାଥଙ୍କ ଦର୍ଶନ କରନ୍ତି । (596, 1440, 858, 1529)
sudoku-cell[interactable]: 3 (1332, 1882, 1360, 1910)
answer-cell: 2 (1331, 2017, 1349, 2035)
answer-cell: 3 (1436, 2035, 1454, 2053)
answer-cell: 4 (1349, 1982, 1367, 2000)
lower-article-col6: ଜଗନ୍ନାଥଙ୍କ ଲୀଳା ଅପାର । ଭକ୍ତ କବିମାନେ ତାଙ୍କ ମହିମା ଗାନ କରିଛନ୍ତି । ଭକ୍ତ ସାଲବେଗ, ଦାସିଆ ବାଉରି, ବନ୍ଧୁ ମହାନ୍ତି ଭଳି ଭକ୍ତଙ୍କ କାହାଣୀ ଲୋକମୁଖରେ ପ୍ରଚଳିତ । ପ୍ରଭୁ ଭକ୍ତର ଭାବଗ୍ରାହୀ । ଶ୍ରଦ୍ଧା ଓ ଭକ୍ତି ଥିଲେ ସେ ସମସ୍ତଙ୍କୁ କୃପା କରନ୍ତି । (324, 2026, 864, 2070)
answer-cell: 8 (1331, 2035, 1349, 2053)
answer-cell: 3 (1419, 2017, 1437, 2035)
sudoku-cell[interactable] (1360, 1800, 1388, 1828)
answer-cell: 3 (1384, 2070, 1402, 2088)
answer-cell: 4 (1471, 2070, 1489, 2088)
ads-email-2: mikui1@yahoo.com (Use only for advertisements, commercial queries) (1225, 1196, 1457, 1223)
letter-sender: ରମେଶ ଚନ୍ଦ୍ର ବେହେରା, ଆୟରପୁର, କଟକ (1190, 1034, 1387, 1048)
answer-cell: 3 (1471, 1982, 1489, 2000)
sudoku-cell[interactable]: 7 (1305, 1690, 1333, 1718)
sudoku-cell[interactable] (1442, 1745, 1470, 1773)
poem-box (8, 8, 314, 228)
answer-cell: 5 (1331, 2087, 1349, 2105)
sudoku-brand: su do ku (1190, 1602, 1318, 1628)
sudoku-cell[interactable] (1415, 1717, 1443, 1745)
answer-cell: 9 (1384, 2087, 1402, 2105)
letter-text: କଟକରୁ ଭୁବନେଶ୍ୱର ଯାତ୍ରା ପାଇଁ ବସ୍ ଭଡ଼ା ନେଇ ଯାତ୍ରୀମାନଙ୍କ ମଧ୍ୟରେ ବିଭ୍ରାନ୍ତି ରହିଛି । ବିଭିନ୍ନ ବସ୍‌ରେ ଭିନ୍ନ ଭିନ୍ନ ଭଡ଼ା ଆଦାୟ କରାଯାଉଛି । ପରିବହନ ବିଭାଗ ଏକ ନିର୍ଦ୍ଦିଷ୍ଟ ଭଡ଼ା ତାଲିକା ପ୍ରକାଶ କରନ୍ତୁ ଓ ଅଧିକ ଭଡ଼ା ଆଦାୟକାରୀଙ୍କ ବିରୋଧରେ କାର୍ଯ୍ୟାନୁଷ୍ଠାନ ନିଅନ୍ତୁ । (1190, 532, 1492, 606)
sudoku-cell[interactable] (1415, 1800, 1443, 1828)
sudoku-cell[interactable] (1415, 1855, 1443, 1883)
main-article-col3: ସେଥିରେ ସମସ୍ୟା ଦେଖାଦେଇଥିଲା ଯେ ସର୍ବସାଧାରଣଙ୍କ ଦର୍ଶନ ବାଧାପ୍ରାପ୍ତ ହୋଇଥିଲା । ଏହି ଘଟଣାକୁ ନେଇ ଅନେକ ପ୍ରଶ୍ନ ଉଠିଛି । ଭକ୍ତମାନେ ଦୀର୍ଘ ସମୟ ଧରି ଅପେକ୍ଷା କରିଥିଲେ । ନିୟମ ଅନୁଯାୟୀ ରଥ ଉପରେ କେବଳ ସେବାୟତମାନେ ରହିବା କଥା । କିନ୍ତୁ କେତେକ ପ୍ରଭାବଶାଳୀ ବ୍ୟକ୍ତି ନିୟମକୁ ଉଲ୍ଲଂଘନ କରିଥିଲେ । ଏହାକୁ ରୋକିବା ପାଇଁ ପ୍ରଶାସନ ଦୃଢ଼ ପଦକ୍ଷେପ ନେବା ଉଚିତ ଥିଲା । ଶ୍ରୀମନ୍ଦିର ପରିଚାଳନା କମିଟି ଏ ନେଇ ସମୀକ୍ଷା ବୈଠକ କରିଛି । ଆଗାମୀ ବର୍ଷରେ ଏଭଳି ଘଟଣା ଯେପରି ପୁନରାବୃତ୍ତି ନହୁଏ, ସେଥିପାଇଁ ନୂଆ ନିୟମ ପ୍ରଣୟନ କରାଯିବା ଉଚିତ । (878, 180, 1146, 329)
editor-label: କେବଳ ସମ୍ପାଦକଙ୍କୁ ପତ୍ର, ଖବର ପାଇଁ ବ୍ୟବହାର କରନ୍ତୁ : (1208, 1108, 1474, 1121)
sudoku-cell[interactable] (1222, 1882, 1250, 1910)
answer-cell: 3 (1331, 2052, 1349, 2070)
poem-lines (22, 54, 306, 190)
answer-cell: 4 (1454, 2035, 1472, 2053)
author-photo (611, 1019, 689, 1111)
sudoku-cell[interactable] (1222, 1772, 1250, 1800)
answer-cell: 1 (1471, 2052, 1489, 2070)
sudoku-cell[interactable]: 4 (1332, 1662, 1360, 1690)
answer-cell: 8 (1366, 2070, 1384, 2088)
column-rule (1178, 6, 1179, 2326)
letter-sender: ଗୋପୀନାଥ ସ୍ୱାଇଁ, ପିପ୍ପିଲି, ଖୋର୍ଦ୍ଧା (1190, 482, 1363, 496)
letter-title: ପକ୍କା ଗାଁ ଦାଣ୍ଡରେ ଆଣ୍ଠୁଏ ବର୍ଷାଜଳ (1190, 54, 1440, 74)
sudoku-answer-grid (1330, 1946, 1490, 2106)
modi-headline: ମୋଦି ସରକାରର ଅସଲ ରୂପ (404, 713, 1068, 781)
weekly-item: ୦୪ – କେନ୍ଦ୍ର ସରକାରଙ୍କ ନୂଆ ଯୋଜନା ଘୋଷଣା, ରାଜ୍ୟର ହିତାଧିକାରୀଙ୍କୁ ମିଳିବ ସୁବିଧା । (1190, 1416, 1492, 1445)
sudoku-cell[interactable] (1277, 1745, 1305, 1773)
answer-cell: 2 (1436, 2087, 1454, 2105)
quote-text: ପରିଶ୍ରିତି ଯଦି ବହୁତ ମନ୍ଦ – ତେବେ ପ୍ରଭୁଙ୍କର କଥା ଚିନ୍ତା କର । ସେ ତୁମ ଜୀବନ ସହ ଅଛନ୍ତି । ପ୍ରଭୁଙ୍କ ସହ ସମ୍ପର୍କ ରଖ । ତେବେ ପ୍ରଭୁଙ୍କ ଉପରେ ଏକାନ୍ତ ପ୍ରେମ ଏବଂ ତୁମେ ଅନୁଭବ କରିବ ଯେ, ତାଙ୍କର ନିକଟ ହେବା ମାତ୍ରେ ସମସ୍ତ ଦୁଃଖ ଯନ୍ତ୍ରଣା ଦୂର ହୋଇଯାଏ । ଏପରି କି ଶାରୀରିକ ଦୁଃଖ ଯନ୍ତ୍ରଣା ମଧ୍ୟ । (339, 12, 1016, 40)
sudoku-cell[interactable] (1360, 1827, 1388, 1855)
sudoku-cell[interactable] (1277, 1882, 1305, 1910)
